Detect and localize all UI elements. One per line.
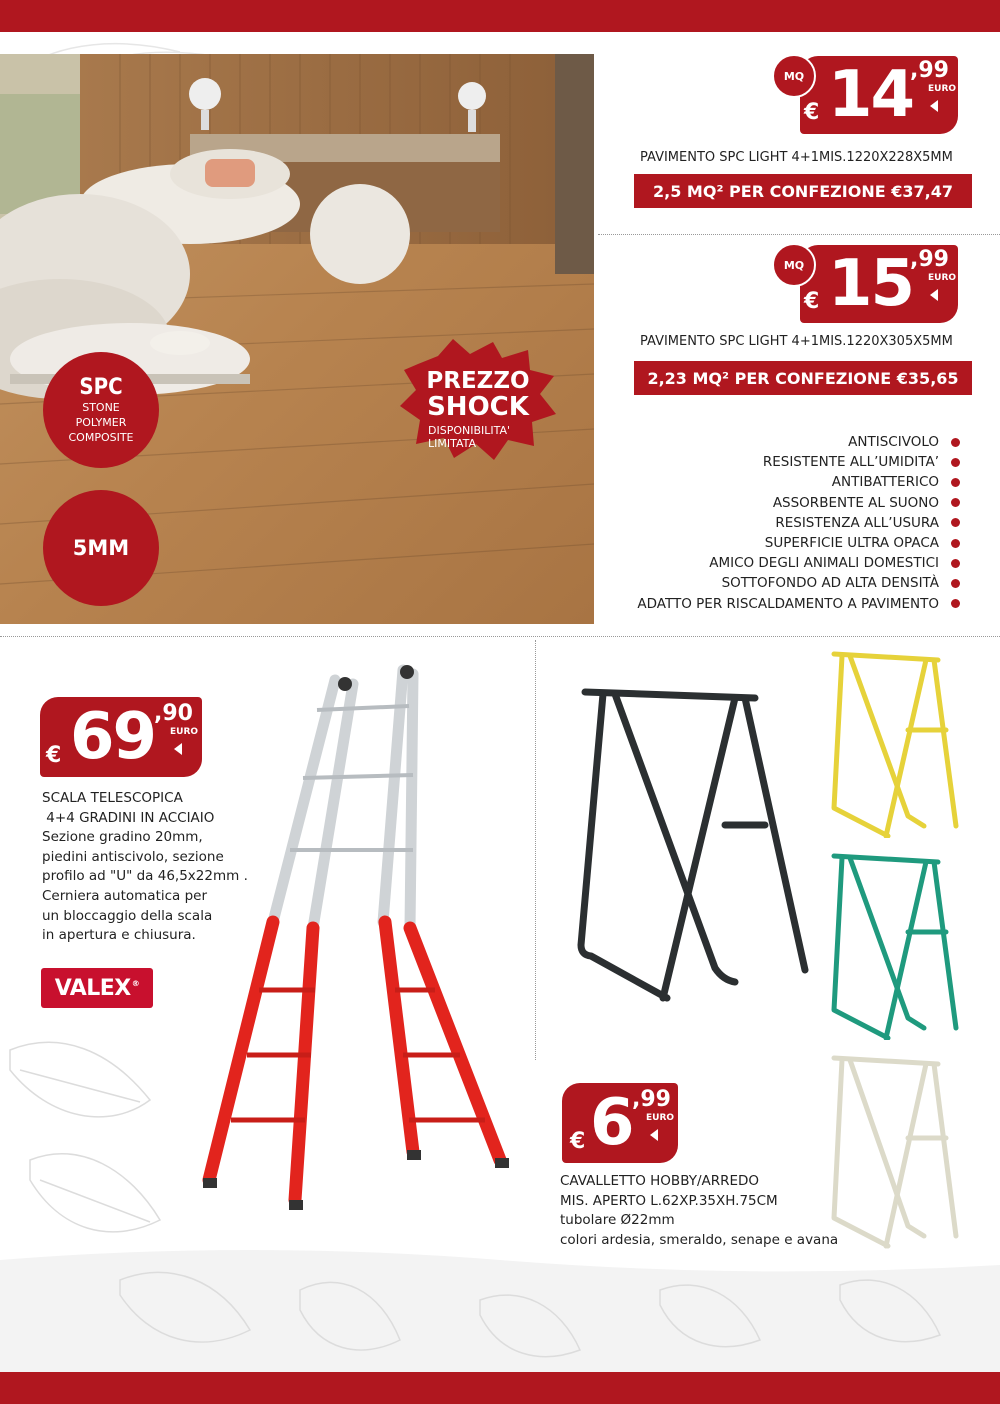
price-dec-2: ,99 — [910, 247, 949, 272]
euro-label-1: EURO — [928, 84, 957, 94]
divider-products — [535, 640, 536, 1060]
price-int-1: 14 — [828, 58, 914, 132]
spc-line-2: POLYMER — [75, 415, 127, 429]
thickness-badge: 5MM — [43, 490, 159, 606]
feature-item: AMICO DEGLI ANIMALI DOMESTICI — [580, 553, 960, 573]
trestle-line: MIS. APERTO L.62XP.35XH.75CM — [560, 1192, 778, 1209]
spc-badge — [43, 352, 159, 468]
floor-description-2: PAVIMENTO SPC LIGHT 4+1MIS.1220X305X5MM — [640, 334, 953, 349]
ladder-line: Sezione gradino 20mm, — [42, 829, 203, 846]
trestle-currency: € — [570, 1129, 586, 1154]
price-dec-1: ,99 — [910, 58, 949, 83]
price-arrow-1 — [930, 100, 938, 112]
ladder-line: Cerniera automatica per — [42, 887, 208, 904]
feature-item: ANTISCIVOLO — [580, 432, 960, 452]
trestle-ardesia-image — [575, 680, 815, 1010]
trestle-line: colori ardesia, smeraldo, senape e avana — [560, 1231, 839, 1248]
ladder-line: un bloccaggio della scala — [42, 907, 213, 924]
ladder-price-dec: ,90 — [154, 701, 193, 726]
feature-item: RESISTENTE ALL’UMIDITA’ — [580, 452, 960, 472]
price-int-2: 15 — [828, 247, 914, 321]
ladder-line: piedini antiscivolo, sezione — [42, 848, 224, 865]
ladder-price-tag — [40, 697, 205, 777]
ladder-price-int: 69 — [70, 700, 156, 774]
spc-title: SPC — [79, 374, 123, 400]
spc-line-1: STONE — [82, 400, 120, 414]
euro-label-2: EURO — [928, 273, 957, 283]
ladder-line: SCALA TELESCOPICA — [42, 790, 183, 806]
floor-description-1: PAVIMENTO SPC LIGHT 4+1MIS.1220X228X5MM — [640, 150, 953, 165]
price-arrow-2 — [930, 289, 938, 301]
feature-item: ADATTO PER RISCALDAMENTO A PAVIMENTO — [580, 594, 960, 614]
ladder-line: profilo ad "U" da 46,5x22mm . — [42, 868, 248, 885]
top-red-band — [0, 0, 1000, 32]
trestle-senape-image — [828, 648, 968, 838]
spc-line-3: COMPOSITE — [68, 430, 134, 444]
floor-price-tag-1 — [770, 54, 960, 134]
ladder-currency: € — [46, 743, 62, 768]
feature-item: RESISTENZA ALL’USURA — [580, 513, 960, 533]
ladder-euro-label: EURO — [170, 727, 199, 737]
ladder-line: in apertura e chiusura. — [42, 927, 196, 944]
feature-item: SUPERFICIE ULTRA OPACA — [580, 533, 960, 553]
bottom-red-band — [0, 1372, 1000, 1404]
trestle-euro-label: EURO — [646, 1113, 675, 1123]
currency-2: € — [804, 289, 820, 314]
leaf-decoration-bottom — [0, 1010, 1000, 1372]
feature-item: ANTIBATTERICO — [580, 472, 960, 492]
trestle-price-int: 6 — [590, 1086, 633, 1160]
floor-pack-bar-2: 2,23 MQ² PER CONFEZIONE €35,65 — [634, 361, 972, 395]
trestle-line: CAVALLETTO HOBBY/ARREDO — [560, 1173, 760, 1189]
shock-line-2: SHOCK — [427, 392, 529, 422]
prezzo-shock-badge — [398, 334, 558, 464]
trestle-price-dec: ,99 — [632, 1087, 671, 1112]
feature-item: ASSORBENTE AL SUONO — [580, 493, 960, 513]
ladder-price-arrow — [174, 743, 182, 755]
floor-pack-bar-1: 2,5 MQ² PER CONFEZIONE €37,47 — [634, 174, 972, 208]
feature-list — [580, 432, 960, 614]
mq-badge-2: MQ — [772, 243, 816, 287]
floor-price-tag-2 — [770, 243, 960, 323]
mq-badge-1: MQ — [772, 54, 816, 98]
divider-sections — [0, 636, 1000, 637]
feature-item: SOTTOFONDO AD ALTA DENSITÀ — [580, 573, 960, 593]
shock-line-1: PREZZO — [426, 368, 530, 394]
trestle-line: tubolare Ø22mm — [560, 1212, 675, 1229]
shock-line-3: DISPONIBILITA' LIMITATA — [428, 424, 511, 450]
ladder-line: 4+4 GRADINI IN ACCIAIO — [42, 809, 215, 826]
currency-1: € — [804, 100, 820, 125]
divider-offers — [598, 234, 1000, 235]
valex-logo: VALEX ® — [41, 968, 153, 1008]
